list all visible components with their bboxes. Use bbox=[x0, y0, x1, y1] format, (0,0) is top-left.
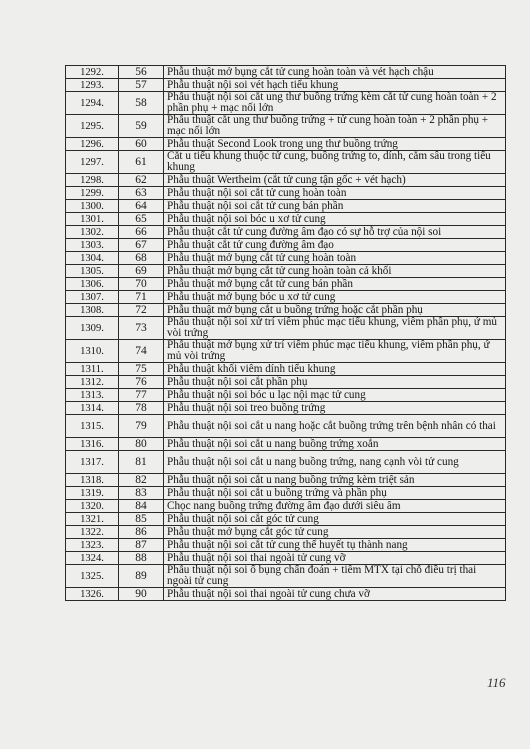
row-index: 64 bbox=[119, 200, 164, 213]
procedure-name: Phẫu thuật nội soi thai ngoài tử cung vỡ bbox=[164, 552, 506, 565]
table-row bbox=[66, 389, 506, 402]
row-number: 1305. bbox=[66, 265, 119, 278]
procedure-table bbox=[65, 65, 506, 601]
row-number: 1313. bbox=[66, 389, 119, 402]
table-row bbox=[66, 265, 506, 278]
page-number: 116 bbox=[487, 675, 506, 690]
table-row bbox=[66, 376, 506, 389]
row-number: 1298. bbox=[66, 174, 119, 187]
table-row bbox=[66, 451, 506, 474]
row-number: 1309. bbox=[66, 317, 119, 340]
row-index: 71 bbox=[119, 291, 164, 304]
table-row bbox=[66, 252, 506, 265]
row-index: 58 bbox=[119, 92, 164, 115]
procedure-name: Phẫu thuật nội soi ổ bụng chẩn đoán + tiêm MTX tại chỗ điều trị thai ngoài tử cung bbox=[164, 565, 506, 588]
table-row bbox=[66, 552, 506, 565]
row-index: 70 bbox=[119, 278, 164, 291]
table-row bbox=[66, 500, 506, 513]
table-row bbox=[66, 138, 506, 151]
row-index: 74 bbox=[119, 340, 164, 363]
procedure-name: Phẫu thuật nội soi cắt tử cung thể huyết tụ thành nang bbox=[164, 539, 506, 552]
procedure-name: Phẫu thuật mở bụng cắt tử cung hoàn toàn bbox=[164, 252, 506, 265]
table-row bbox=[66, 487, 506, 500]
row-number: 1326. bbox=[66, 588, 119, 601]
row-number: 1312. bbox=[66, 376, 119, 389]
table-row bbox=[66, 340, 506, 363]
row-number: 1311. bbox=[66, 363, 119, 376]
procedure-name: Cắt u tiểu khung thuộc tử cung, buồng trứng to, dính, cắm sâu trong tiểu khung bbox=[164, 151, 506, 174]
procedure-name: Phẫu thuật nội soi cắt u nang buồng trứng, nang cạnh vòi tử cung bbox=[164, 451, 506, 474]
table-row bbox=[66, 92, 506, 115]
procedure-name: Phẫu thuật mở bụng cắt u buồng trứng hoặc cắt phần phụ bbox=[164, 304, 506, 317]
row-index: 63 bbox=[119, 187, 164, 200]
table-row bbox=[66, 174, 506, 187]
row-number: 1300. bbox=[66, 200, 119, 213]
procedure-table-body bbox=[66, 66, 506, 601]
table-row bbox=[66, 588, 506, 601]
table-row bbox=[66, 513, 506, 526]
procedure-name: Phẫu thuật nội soi bóc u lạc nội mạc tử cung bbox=[164, 389, 506, 402]
table-row bbox=[66, 213, 506, 226]
row-number: 1302. bbox=[66, 226, 119, 239]
row-index: 80 bbox=[119, 438, 164, 451]
row-index: 72 bbox=[119, 304, 164, 317]
procedure-name: Phẫu thuật mở bụng cắt góc tử cung bbox=[164, 526, 506, 539]
table-row bbox=[66, 363, 506, 376]
procedure-name: Phẫu thuật nội soi xử trí viêm phúc mạc tiểu khung, viêm phần phụ, ứ mủ vòi trứng bbox=[164, 317, 506, 340]
procedure-name: Phẫu thuật cắt tử cung đường âm đạo bbox=[164, 239, 506, 252]
row-index: 79 bbox=[119, 415, 164, 438]
procedure-name: Phẫu thuật mở bụng xử trí viêm phúc mạc tiểu khung, viêm phần phụ, ứ mủ vòi trứng bbox=[164, 340, 506, 363]
table-row bbox=[66, 565, 506, 588]
procedure-name: Phẫu thuật mở bụng bóc u xơ tử cung bbox=[164, 291, 506, 304]
row-number: 1318. bbox=[66, 474, 119, 487]
row-number: 1321. bbox=[66, 513, 119, 526]
table-row bbox=[66, 239, 506, 252]
procedure-name: Phẫu thuật nội soi cắt u nang buồng trứng xoắn bbox=[164, 438, 506, 451]
table-row bbox=[66, 291, 506, 304]
row-number: 1314. bbox=[66, 402, 119, 415]
table-row bbox=[66, 474, 506, 487]
row-index: 69 bbox=[119, 265, 164, 278]
procedure-name: Chọc nang buồng trứng đường âm đạo dưới siêu âm bbox=[164, 500, 506, 513]
row-index: 84 bbox=[119, 500, 164, 513]
row-index: 87 bbox=[119, 539, 164, 552]
table-row bbox=[66, 66, 506, 79]
table-row bbox=[66, 438, 506, 451]
row-number: 1317. bbox=[66, 451, 119, 474]
row-number: 1322. bbox=[66, 526, 119, 539]
row-index: 66 bbox=[119, 226, 164, 239]
row-number: 1304. bbox=[66, 252, 119, 265]
row-number: 1293. bbox=[66, 79, 119, 92]
procedure-name: Phẫu thuật nội soi bóc u xơ tử cung bbox=[164, 213, 506, 226]
row-index: 82 bbox=[119, 474, 164, 487]
procedure-name: Phẫu thuật nội soi cắt ung thư buồng trứng kèm cắt tử cung hoàn toàn + 2 phần phụ + mạc nối lớn bbox=[164, 92, 506, 115]
table-row bbox=[66, 539, 506, 552]
procedure-name: Phẫu thuật nội soi cắt góc tử cung bbox=[164, 513, 506, 526]
row-index: 85 bbox=[119, 513, 164, 526]
row-number: 1301. bbox=[66, 213, 119, 226]
row-index: 73 bbox=[119, 317, 164, 340]
procedure-name: Phẫu thuật nội soi thai ngoài tử cung chưa vỡ bbox=[164, 588, 506, 601]
row-number: 1308. bbox=[66, 304, 119, 317]
table-row bbox=[66, 526, 506, 539]
procedure-name: Phẫu thuật nội soi cắt u nang hoặc cắt buồng trứng trên bệnh nhân có thai bbox=[164, 415, 506, 438]
procedure-name: Phẫu thuật nội soi cắt tử cung hoàn toàn bbox=[164, 187, 506, 200]
row-number: 1323. bbox=[66, 539, 119, 552]
row-index: 57 bbox=[119, 79, 164, 92]
procedure-name: Phẫu thuật mở bụng cắt tử cung hoàn toàn cả khối bbox=[164, 265, 506, 278]
row-index: 62 bbox=[119, 174, 164, 187]
row-number: 1316. bbox=[66, 438, 119, 451]
row-index: 56 bbox=[119, 66, 164, 79]
row-number: 1306. bbox=[66, 278, 119, 291]
table-row bbox=[66, 200, 506, 213]
procedure-name: Phẫu thuật mở bụng cắt tử cung hoàn toàn và vét hạch chậu bbox=[164, 66, 506, 79]
row-index: 65 bbox=[119, 213, 164, 226]
row-index: 83 bbox=[119, 487, 164, 500]
procedure-name: Phẫu thuật nội soi vét hạch tiểu khung bbox=[164, 79, 506, 92]
table-row bbox=[66, 402, 506, 415]
row-number: 1292. bbox=[66, 66, 119, 79]
row-index: 76 bbox=[119, 376, 164, 389]
row-number: 1325. bbox=[66, 565, 119, 588]
procedure-name: Phẫu thuật cắt tử cung đường âm đạo có sự hỗ trợ của nội soi bbox=[164, 226, 506, 239]
row-number: 1307. bbox=[66, 291, 119, 304]
table-row bbox=[66, 278, 506, 291]
table-row bbox=[66, 151, 506, 174]
row-index: 88 bbox=[119, 552, 164, 565]
row-index: 68 bbox=[119, 252, 164, 265]
procedure-name: Phẫu thuật nội soi treo buồng trứng bbox=[164, 402, 506, 415]
table-row bbox=[66, 317, 506, 340]
procedure-name: Phẫu thuật mở bụng cắt tử cung bán phần bbox=[164, 278, 506, 291]
table-row bbox=[66, 226, 506, 239]
table-row bbox=[66, 304, 506, 317]
row-number: 1296. bbox=[66, 138, 119, 151]
table-row bbox=[66, 79, 506, 92]
row-index: 89 bbox=[119, 565, 164, 588]
row-number: 1303. bbox=[66, 239, 119, 252]
procedure-name: Phẫu thuật cắt ung thư buồng trứng + tử cung hoàn toàn + 2 phần phụ + mạc nối lớn bbox=[164, 115, 506, 138]
procedure-name: Phẫu thuật nội soi cắt phần phụ bbox=[164, 376, 506, 389]
procedure-name: Phẫu thuật nội soi cắt u nang buồng trứng kèm triệt sản bbox=[164, 474, 506, 487]
procedure-name: Phẫu thuật khối viêm dính tiểu khung bbox=[164, 363, 506, 376]
row-number: 1295. bbox=[66, 115, 119, 138]
row-number: 1319. bbox=[66, 487, 119, 500]
row-index: 75 bbox=[119, 363, 164, 376]
row-index: 59 bbox=[119, 115, 164, 138]
row-index: 77 bbox=[119, 389, 164, 402]
row-number: 1320. bbox=[66, 500, 119, 513]
table-row bbox=[66, 187, 506, 200]
row-index: 60 bbox=[119, 138, 164, 151]
row-index: 90 bbox=[119, 588, 164, 601]
table-row bbox=[66, 415, 506, 438]
row-number: 1324. bbox=[66, 552, 119, 565]
row-index: 86 bbox=[119, 526, 164, 539]
procedure-name: Phẫu thuật nội soi cắt tử cung bán phần bbox=[164, 200, 506, 213]
row-index: 61 bbox=[119, 151, 164, 174]
row-number: 1310. bbox=[66, 340, 119, 363]
row-index: 67 bbox=[119, 239, 164, 252]
table-row bbox=[66, 115, 506, 138]
procedure-name: Phẫu thuật nội soi cắt u buồng trứng và phần phụ bbox=[164, 487, 506, 500]
row-number: 1294. bbox=[66, 92, 119, 115]
row-number: 1297. bbox=[66, 151, 119, 174]
row-index: 81 bbox=[119, 451, 164, 474]
row-index: 78 bbox=[119, 402, 164, 415]
procedure-name: Phẫu thuật Second Look trong ung thư buồng trứng bbox=[164, 138, 506, 151]
row-number: 1315. bbox=[66, 415, 119, 438]
row-number: 1299. bbox=[66, 187, 119, 200]
procedure-name: Phẫu thuật Wertheim (cắt tử cung tận gốc + vét hạch) bbox=[164, 174, 506, 187]
